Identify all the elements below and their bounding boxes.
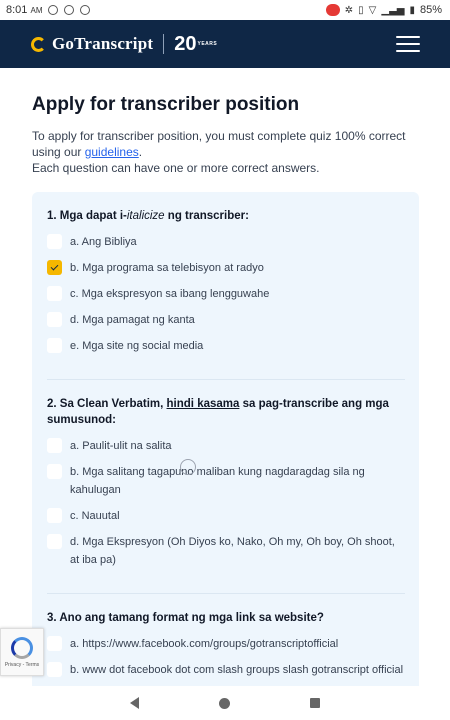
- home-icon[interactable]: [219, 698, 230, 709]
- intro-text: To apply for transcriber position, you must complete quiz 100% correct using our guidelines. Each question can have one or more correct answers.: [32, 129, 406, 175]
- checkbox[interactable]: [47, 234, 62, 249]
- option-1c[interactable]: c. Mga ekspresyon sa ibang lengguwahe: [47, 285, 405, 303]
- option-1e[interactable]: e. Mga site ng social media: [47, 337, 405, 355]
- question-1: [47, 208, 405, 380]
- guidelines-link[interactable]: guidelines: [84, 145, 139, 159]
- option-2c[interactable]: c. Nauutal: [47, 507, 405, 525]
- status-bar: [0, 0, 450, 20]
- clock: 8:01 AM: [6, 4, 43, 16]
- checkbox[interactable]: [47, 338, 62, 353]
- recaptcha-badge[interactable]: [0, 628, 44, 676]
- logo-text: GoTranscript: [52, 34, 154, 53]
- recording-icon: [326, 4, 340, 16]
- checkbox-checked[interactable]: [47, 260, 62, 275]
- touch-indicator: [180, 459, 196, 475]
- page-title: Apply for transcriber position: [32, 94, 300, 115]
- recaptcha-text[interactable]: Privacy - Terms: [4, 661, 40, 668]
- signal-icon: ▁▃▅: [381, 4, 405, 16]
- checkbox[interactable]: [47, 636, 62, 651]
- checkbox[interactable]: [47, 508, 62, 523]
- option-1a[interactable]: a. Ang Bibliya: [47, 233, 405, 251]
- anniversary-badge: 20 YEARS: [174, 32, 218, 55]
- question-text: 3. Ano ang tamang format ng mga link sa website?: [47, 612, 324, 624]
- chrome-icon: [80, 5, 90, 15]
- android-icon: [64, 5, 74, 15]
- gotranscript-logo-icon: [31, 37, 46, 52]
- option-3a[interactable]: a. https://www.facebook.com/groups/gotranscriptofficial: [47, 635, 405, 653]
- question-2: [47, 396, 405, 594]
- question-text: 1. Mga dapat i-italicize ng transcriber:: [47, 210, 249, 222]
- main-content: [0, 68, 450, 692]
- logo-divider: [163, 34, 164, 54]
- logo[interactable]: [31, 33, 217, 56]
- checkbox[interactable]: [47, 286, 62, 301]
- checkbox[interactable]: [47, 464, 62, 479]
- option-3b[interactable]: b. www dot facebook dot com slash groups slash gotranscript official: [47, 661, 405, 679]
- option-1b[interactable]: b. Mga programa sa telebisyon at radyo: [47, 259, 405, 277]
- recent-apps-icon[interactable]: [310, 698, 320, 708]
- question-3: [47, 610, 405, 692]
- option-2d[interactable]: d. Mga Ekspresyon (Oh Diyos ko, Nako, Oh my, Oh boy, Oh shoot, at iba pa): [47, 533, 405, 569]
- settings-icon: [48, 5, 58, 15]
- hamburger-menu-button[interactable]: [396, 36, 420, 52]
- checkbox[interactable]: [47, 438, 62, 453]
- site-header: [0, 20, 450, 68]
- android-nav-bar: [0, 686, 450, 720]
- quiz-panel: [32, 192, 419, 692]
- battery-icon: ▮: [409, 4, 415, 16]
- back-icon[interactable]: [130, 697, 139, 709]
- question-text: 2. Sa Clean Verbatim, hindi kasama sa pag-transcribe ang mga sumusunod:: [47, 398, 389, 426]
- recaptcha-icon: [11, 637, 33, 659]
- checkbox[interactable]: [47, 312, 62, 327]
- checkbox[interactable]: [47, 534, 62, 549]
- bluetooth-icon: ✲: [344, 4, 354, 16]
- battery-level: 85%: [419, 4, 442, 16]
- wifi-icon: ▽: [368, 4, 377, 16]
- option-2a[interactable]: a. Paulit-ulit na salita: [47, 437, 405, 455]
- checkbox[interactable]: [47, 662, 62, 677]
- vibrate-icon: ▯: [358, 4, 364, 16]
- option-2b[interactable]: b. Mga salitang tagapuno maliban kung nagdaragdag sila ng kahulugan: [47, 463, 405, 499]
- option-1d[interactable]: d. Mga pamagat ng kanta: [47, 311, 405, 329]
